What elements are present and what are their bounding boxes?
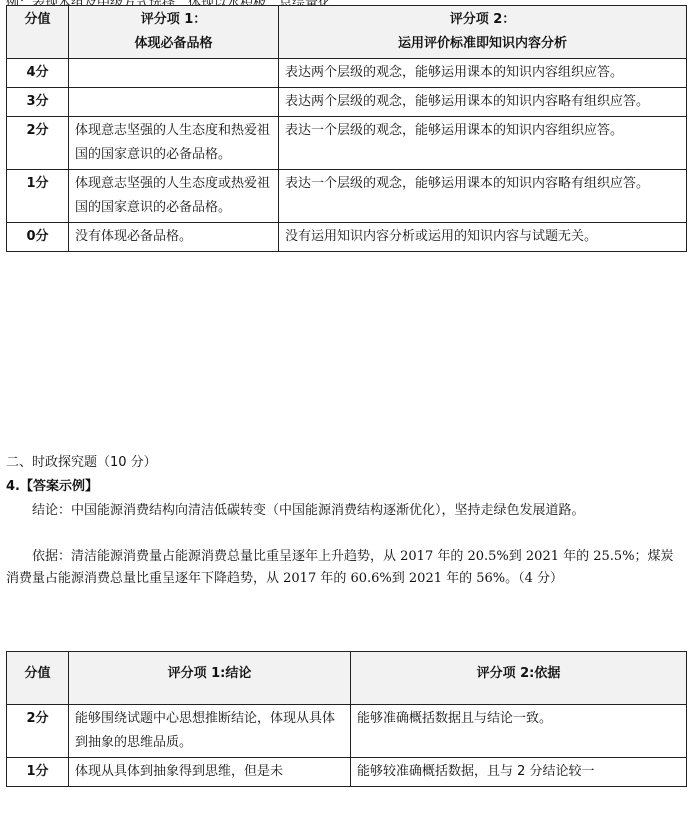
table1-cell-item2: 表达一个层级的观念，能够运用课本的知识内容组织应答。 xyxy=(279,117,687,170)
table1-cell-item1 xyxy=(69,88,279,117)
table2-cell-item1: 体现从具体到抽象得到思维，但是未 xyxy=(69,758,351,787)
table1-cell-item2: 表达两个层级的观念，能够运用课本的知识内容略有组织应答。 xyxy=(279,88,687,117)
table1-cell-item2: 表达两个层级的观念，能够运用课本的知识内容组织应答。 xyxy=(279,59,687,88)
conclusion-text: 结论：中国能源消费结构向清洁低碳转变（中国能源消费结构逐渐优化），坚持走绿色发展道路。 xyxy=(32,503,585,518)
section-title: 二、时政探究题（10 分） xyxy=(6,455,157,470)
table-row xyxy=(7,705,687,758)
table1-cell-score: 1分 xyxy=(7,170,69,223)
table-row xyxy=(7,758,687,787)
table1-cell-score: 4分 xyxy=(7,59,69,88)
table2-header-row xyxy=(7,652,687,705)
table-row xyxy=(7,170,687,223)
table1-header-item2: 评分项 2： 运用评价标准即知识内容分析 xyxy=(279,6,687,59)
table1-cell-item2: 没有运用知识内容分析或运用的知识内容与试题无关。 xyxy=(279,223,687,252)
table2-header-score: 分值 xyxy=(7,652,69,705)
evidence-text: 依据：清洁能源消费量占能源消费总量比重呈逐年上升趋势，从 2017 年的 20.5%到 2021 年的 25.5%；煤炭消费量占能源消费总量比重呈逐年下降趋势，从 2017 年的 60.6%到 2021 年的 56%。（4 分） xyxy=(6,549,674,586)
table1-cell-item1 xyxy=(69,59,279,88)
table1-cell-item2: 表达一个层级的观念，能够运用课本的知识内容略有组织应答。 xyxy=(279,170,687,223)
table1-cell-score: 3分 xyxy=(7,88,69,117)
table1-header-item1: 评分项 1： 体现必备品格 xyxy=(69,6,279,59)
table1-cell-item1: 体现意志坚强的人生态度和热爱祖国的国家意识的必备品格。 xyxy=(69,117,279,170)
scoring-table-2 xyxy=(6,651,687,787)
table1-cell-score: 2分 xyxy=(7,117,69,170)
table1-cell-item1: 没有体现必备品格。 xyxy=(69,223,279,252)
table-row xyxy=(7,88,687,117)
table2-cell-score: 1分 xyxy=(7,758,69,787)
scoring-table-1 xyxy=(6,5,687,252)
table2-cell-item1: 能够围绕试题中心思想推断结论，体现从具体到抽象的思维品质。 xyxy=(69,705,351,758)
table2-header-item1: 评分项 1:结论 xyxy=(69,652,351,705)
table1-header-score: 分值 xyxy=(7,6,69,59)
table2-cell-item2: 能够准确概括数据且与结论一致。 xyxy=(351,705,687,758)
table2-header-item2: 评分项 2:依据 xyxy=(351,652,687,705)
table2-cell-item2: 能够较准确概括数据，且与 2 分结论较一 xyxy=(351,758,687,787)
table1-header-row xyxy=(7,6,687,59)
table2-cell-score: 2分 xyxy=(7,705,69,758)
table1-cell-item1: 体现意志坚强的人生态度或热爱祖国的国家意识的必备品格。 xyxy=(69,170,279,223)
table-row xyxy=(7,59,687,88)
table1-cell-score: 0分 xyxy=(7,223,69,252)
question-4-label: 4.【答案示例】 xyxy=(6,479,98,494)
table-row xyxy=(7,223,687,252)
table-row xyxy=(7,117,687,170)
